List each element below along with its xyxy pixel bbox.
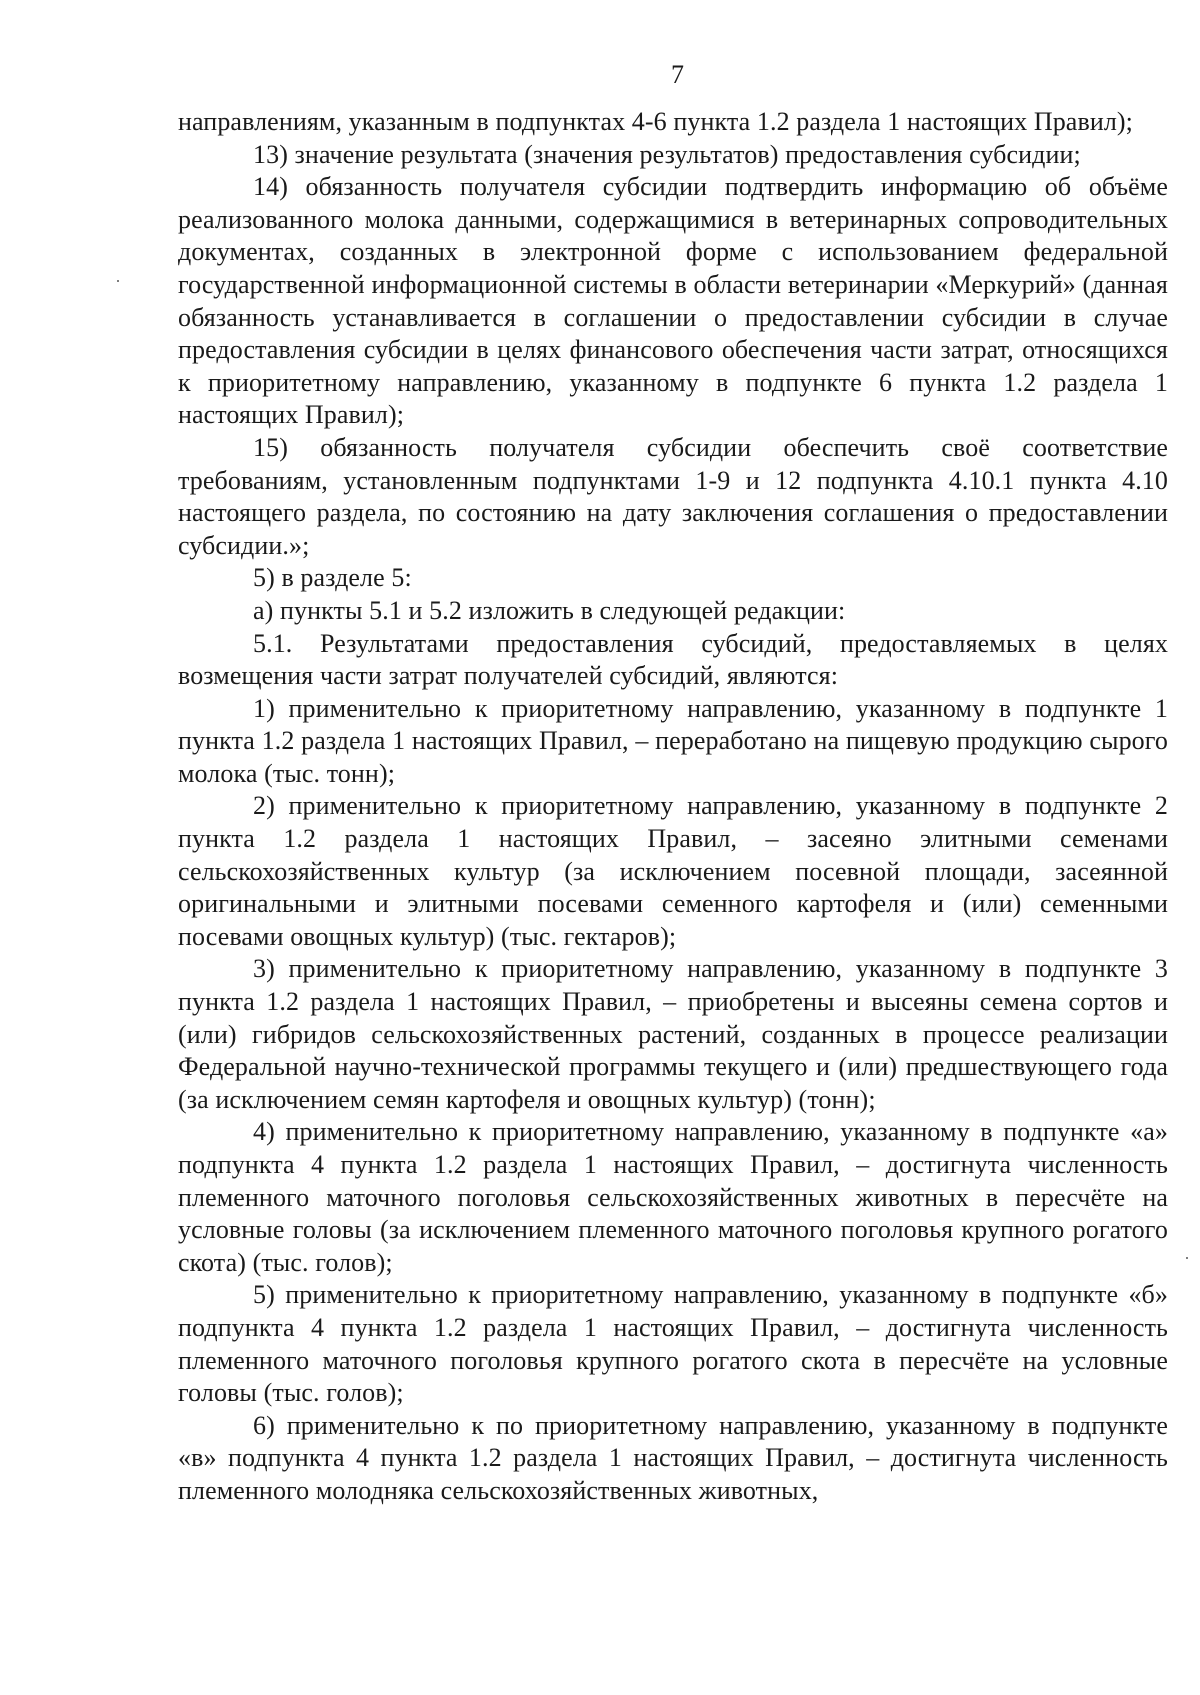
page-number: 7 bbox=[671, 60, 684, 89]
paragraph-item-13: 13) значение результата (значения результатов) предоставления субсидии; bbox=[253, 139, 1081, 169]
paragraph-result-5: 5) применительно к приоритетному направлению, указанному в подпункте «б» подпункта 4 пункта 1.2 раздела 1 настоящих Правил, – достигнута численность племенного маточного поголовья крупного рогатого скота в пересчёте на условные головы (тыс. голов); bbox=[178, 1280, 1168, 1408]
paragraph-clause-5-1: 5.1. Результатами предоставления субсидий, предоставляемых в целях возмещения части затрат получателей субсидий, являются: bbox=[178, 628, 1168, 691]
scan-speck bbox=[117, 280, 119, 282]
document-body bbox=[178, 106, 1168, 1508]
paragraph-continuation: направлениям, указанным в подпунктах 4-6 пункта 1.2 раздела 1 настоящих Правил); bbox=[178, 107, 1133, 136]
paragraph-result-2: 2) применительно к приоритетному направлению, указанному в подпункте 2 пункта 1.2 раздела 1 настоящих Правил, – засеяно элитными семенами сельскохозяйственных культур (за исключением посевной площади, засеянной оригинальными и элитными посевами семенного картофеля и (или) семенными посевами овощных культур) (тыс. гектаров); bbox=[178, 791, 1168, 951]
paragraph-result-1: 1) применительно к приоритетному направлению, указанному в подпункте 1 пункта 1.2 раздела 1 настоящих Правил, – переработано на пищевую продукцию сырого молока (тыс. тонн); bbox=[178, 693, 1168, 788]
paragraph-item-15: 15) обязанность получателя субсидии обеспечить своё соответствие требованиям, установленным подпунктами 1-9 и 12 подпункта 4.10.1 пункта 4.10 настоящего раздела, по состоянию на дату заключения соглашения о предоставлении субсидии.»; bbox=[178, 432, 1168, 560]
paragraph-section-5: 5) в разделе 5: bbox=[253, 563, 412, 593]
paragraph-result-3: 3) применительно к приоритетному направлению, указанному в подпункте 3 пункта 1.2 раздела 1 настоящих Правил, – приобретены и высеяны семена сортов и (или) гибридов сельскохозяйственных растений, созданных в процессе реализации Федеральной научно-технической программы текущего и (или) предшествующего года (за исключением семян картофеля и овощных культур) (тонн); bbox=[178, 954, 1168, 1114]
paragraph-result-6: 6) применительно к по приоритетному направлению, указанному в подпункте «в» подпункта 4 пункта 1.2 раздела 1 настоящих Правил, – достигнута численность племенного молодняка сельскохозяйственных животных, bbox=[178, 1410, 1168, 1505]
scan-speck bbox=[1186, 1257, 1188, 1259]
paragraph-subitem-a: а) пункты 5.1 и 5.2 изложить в следующей редакции: bbox=[253, 595, 846, 625]
paragraph-result-4: 4) применительно к приоритетному направлению, указанному в подпункте «а» подпункта 4 пункта 1.2 раздела 1 настоящих Правил, – достигнута численность племенного маточного поголовья сельскохозяйственных животных в пересчёте на условные головы (за исключением племенного маточного поголовья крупного рогатого скота) (тыс. голов); bbox=[178, 1117, 1168, 1277]
paragraph-item-14: 14) обязанность получателя субсидии подтвердить информацию об объёме реализованного молока данными, содержащимися в ветеринарных сопроводительных документах, созданных в электронной форме с использованием федеральной государственной информационной системы в области ветеринарии «Меркурий» (данная обязанность устанавливается в соглашении о предоставлении субсидии в случае предоставления субсидии в целях финансового обеспечения части затрат, относящихся к приоритетному направлению, указанному в подпункте 6 пункта 1.2 раздела 1 настоящих Правил); bbox=[178, 172, 1168, 430]
